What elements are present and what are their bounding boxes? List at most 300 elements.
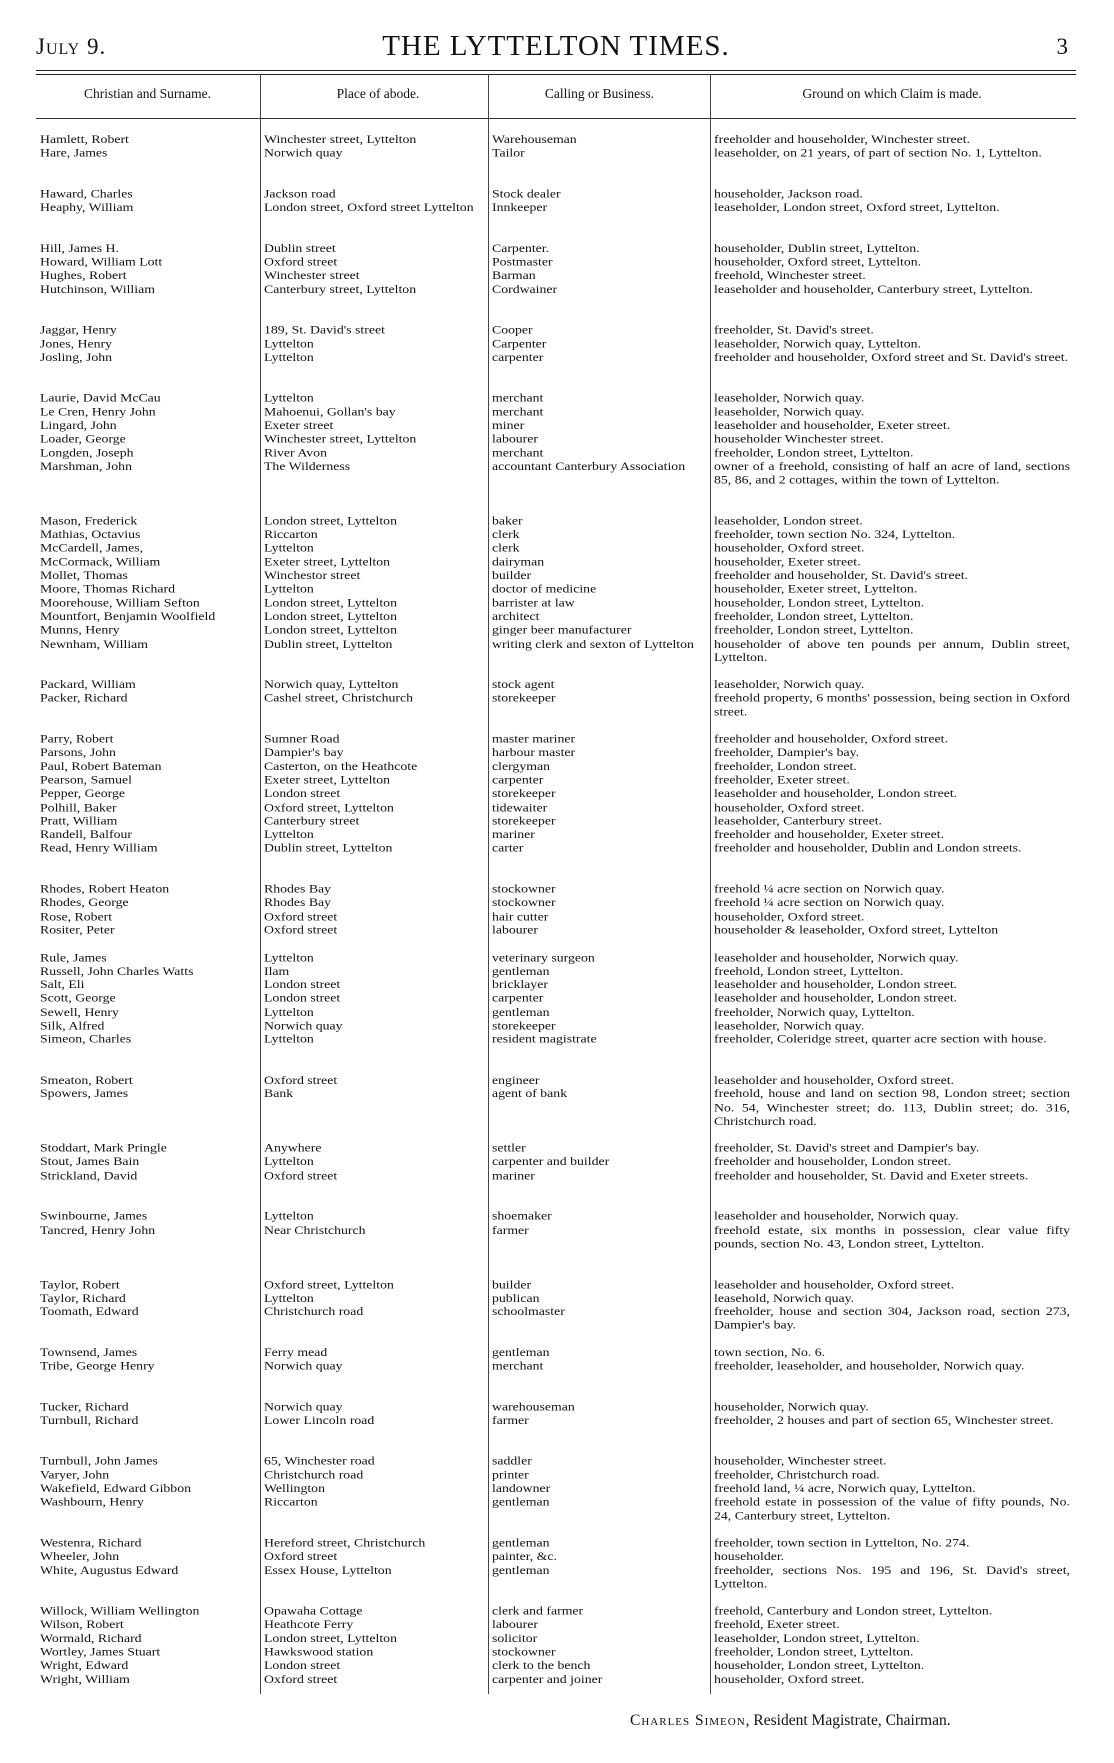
entry-name: Packer, Richard: [40, 691, 128, 705]
entry-abode: Essex House, Lyttelton: [264, 1563, 392, 1577]
entry-name: Turnbull, Richard: [40, 1413, 139, 1427]
entry-name: Munns, Henry: [40, 623, 120, 637]
table-row: [0, 337, 1114, 351]
entry-name: Hamlett, Robert: [40, 133, 129, 146]
table-row: [0, 1223, 1114, 1264]
entry-ground: town section, No. 6.: [714, 1345, 826, 1359]
table-row: [0, 1632, 1114, 1646]
entry-abode: Exeter street, Lyttelton: [264, 555, 391, 568]
entry-calling: gentleman: [492, 1345, 550, 1359]
table-row: [0, 1142, 1114, 1156]
entry-calling: accountant Canterbury Association: [492, 459, 686, 473]
column-header-ground: Ground on which Claim is made.: [802, 86, 982, 101]
entry-name: Varyer, John: [40, 1468, 110, 1481]
entry-ground: freehold land, ¼ acre, Norwich quay, Lyttelton.: [714, 1482, 976, 1495]
entry-calling: dairyman: [492, 555, 545, 568]
entry-group: [0, 514, 1114, 664]
entry-abode: Lyttelton: [264, 391, 314, 405]
table-row: [0, 133, 1114, 147]
entry-ground: freeholder, London street, Lyttelton.: [714, 610, 914, 623]
entry-calling: Innkeeper: [492, 201, 548, 214]
entry-ground: freeholder, house and section 304, Jackson road, section 273, Dampier's bay.: [714, 1305, 1070, 1332]
entry-calling: Cordwainer: [492, 282, 558, 296]
entry-name: Strickland, David: [40, 1169, 138, 1182]
table-row: [0, 978, 1114, 992]
entry-ground: leaseholder, on 21 years, of part of section No. 1, Lyttelton.: [714, 146, 1042, 160]
entry-name: Taylor, Richard: [40, 1291, 126, 1305]
entry-abode: Casterton, on the Heathcote: [264, 759, 418, 773]
entry-ground: freeholder, Coleridge street, quarter acre section with house.: [714, 1032, 1047, 1046]
entry-calling: merchant: [492, 405, 544, 418]
entry-abode: Ferry mead: [264, 1345, 328, 1359]
entry-name: Stoddart, Mark Pringle: [40, 1141, 167, 1155]
entry-ground: freeholder, London street, Lyttelton.: [714, 1645, 914, 1659]
entry-abode: Lyttelton: [264, 950, 314, 964]
entry-calling: labourer: [492, 432, 538, 446]
entry-calling: merchant: [492, 391, 544, 405]
table-row: [0, 992, 1114, 1006]
signature-line: [630, 1712, 951, 1730]
entry-calling: builder: [492, 1277, 532, 1291]
entry-ground: leaseholder and householder, Norwich quay.: [714, 1209, 959, 1223]
entry-group: [0, 1400, 1114, 1441]
entry-ground: householder, London street, Lyttelton.: [714, 1659, 925, 1672]
entry-name: Parry, Robert: [40, 732, 114, 746]
table-row: [0, 896, 1114, 910]
entry-abode: Riccarton: [264, 1495, 318, 1509]
entry-calling: publican: [492, 1291, 540, 1305]
table-row: [0, 692, 1114, 719]
table-row: [0, 1360, 1114, 1387]
entry-abode: Opawaha Cottage: [264, 1604, 363, 1618]
entry-name: Scott, George: [40, 991, 116, 1005]
table-row: [0, 187, 1114, 201]
entry-name: McCormack, William: [40, 555, 161, 568]
entry-calling: Carpenter.: [492, 241, 550, 255]
entry-calling: tidewaiter: [492, 800, 548, 814]
entry-ground: householder, Exeter street, Lyttelton.: [714, 582, 918, 596]
entry-calling: gentleman: [492, 1005, 550, 1019]
entry-ground: householder, Norwich quay.: [714, 1400, 869, 1413]
entry-abode: Canterbury street, Lyttelton: [264, 282, 417, 296]
column-header-rule: [36, 118, 1076, 119]
entry-name: Silk, Alfred: [40, 1019, 105, 1032]
entry-calling: baker: [492, 514, 523, 527]
entry-ground: freeholder, London street, Lyttelton.: [714, 446, 914, 459]
entry-calling: stock agent: [492, 678, 555, 691]
entry-calling: gentleman: [492, 1536, 550, 1550]
entry-abode: London street: [264, 978, 341, 991]
table-row: [0, 746, 1114, 760]
table-row: [0, 1087, 1114, 1128]
table-row: [0, 610, 1114, 624]
entry-name: Wakefield, Edward Gibbon: [40, 1482, 191, 1495]
entry-name: Russell, John Charles Watts: [40, 964, 194, 978]
entry-ground: householder, Dublin street, Lyttelton.: [714, 241, 920, 255]
entry-name: Longden, Joseph: [40, 446, 134, 459]
entry-name: Simeon, Charles: [40, 1032, 132, 1046]
entry-name: Mollet, Thomas: [40, 569, 128, 582]
entry-abode: Oxford street: [264, 1073, 338, 1087]
table-row: [0, 433, 1114, 447]
entry-abode: Oxford street: [264, 1550, 338, 1563]
entry-calling: clerk: [492, 541, 520, 555]
entry-abode: Lyttelton: [264, 582, 314, 596]
entry-ground: leasehold, Norwich quay.: [714, 1291, 855, 1305]
entry-calling: resident magistrate: [492, 1032, 597, 1046]
entry-ground: leaseholder, London street, Oxford street, Lyttelton.: [714, 201, 1000, 214]
entry-abode: Oxford street: [264, 909, 338, 923]
entry-calling: engineer: [492, 1073, 540, 1087]
entry-ground: householder, Jackson road.: [714, 187, 863, 200]
table-row: [0, 528, 1114, 542]
table-row: [0, 583, 1114, 597]
table-row: [0, 1033, 1114, 1060]
table-row: [0, 1414, 1114, 1441]
entry-name: Parsons, John: [40, 746, 116, 759]
table-row: [0, 351, 1114, 378]
entry-name: Washbourn, Henry: [40, 1495, 144, 1509]
entry-name: Wilson, Robert: [40, 1618, 124, 1631]
entry-calling: farmer: [492, 1223, 529, 1237]
table-row: [0, 1278, 1114, 1292]
table-row: [0, 1400, 1114, 1414]
entry-name: Tribe, George Henry: [40, 1359, 155, 1373]
entry-ground: householder, Exeter street.: [714, 555, 861, 568]
table-row: [0, 242, 1114, 256]
entry-ground: leaseholder, Norwich quay.: [714, 391, 865, 405]
entry-calling: warehouseman: [492, 1400, 575, 1413]
table-row: [0, 678, 1114, 692]
entry-calling: veterinary surgeon: [492, 950, 595, 964]
entry-name: Mountfort, Benjamin Woolfield: [40, 610, 216, 623]
table-row: [0, 842, 1114, 869]
entry-name: Pearson, Samuel: [40, 773, 132, 787]
entry-calling: carpenter and builder: [492, 1155, 610, 1168]
entry-ground: leaseholder, London street, Lyttelton.: [714, 1631, 920, 1645]
entry-calling: gentleman: [492, 1563, 550, 1577]
table-row: [0, 1564, 1114, 1591]
entry-ground: leaseholder, Canterbury street.: [714, 814, 883, 828]
entry-name: Hutchinson, William: [40, 282, 155, 296]
table-row: [0, 1455, 1114, 1469]
entry-name: Tancred, Henry John: [40, 1223, 156, 1237]
entry-group: [0, 324, 1114, 379]
entry-abode: Christchurch road: [264, 1305, 364, 1318]
table-row: [0, 201, 1114, 228]
entry-ground: leaseholder and householder, Oxford street.: [714, 1073, 955, 1087]
entry-calling: storekeeper: [492, 787, 556, 800]
entry-name: Stout, James Bain: [40, 1155, 140, 1168]
entry-name: Josling, John: [40, 350, 113, 364]
entry-ground: freeholder, London street, Lyttelton.: [714, 623, 914, 637]
entry-calling: Carpenter: [492, 337, 547, 350]
entry-abode: Near Christchurch: [264, 1223, 366, 1237]
entry-abode: London street, Lyttelton: [264, 610, 397, 623]
entry-name: Tucker, Richard: [40, 1400, 129, 1413]
entry-name: Smeaton, Robert: [40, 1073, 133, 1087]
entry-name: Hughes, Robert: [40, 269, 127, 282]
entry-abode: Cashel street, Christchurch: [264, 691, 414, 705]
table-row: [0, 1292, 1114, 1306]
entry-abode: Oxford street, Lyttelton: [264, 1277, 394, 1291]
entry-name: Wortley, James Stuart: [40, 1645, 161, 1659]
table-row: [0, 269, 1114, 283]
entry-calling: landowner: [492, 1482, 551, 1495]
entry-ground: freehold ¼ acre section on Norwich quay.: [714, 896, 945, 909]
entry-calling: stockowner: [492, 882, 556, 896]
entry-abode: Oxford street, Lyttelton: [264, 800, 394, 814]
entry-ground: leaseholder and householder, London street.: [714, 991, 958, 1005]
entry-name: Polhill, Baker: [40, 800, 117, 814]
entry-abode: London street, Oxford street Lyttelton: [264, 201, 474, 214]
table-row: [0, 1659, 1114, 1673]
column-header-name: Christian and Surname.: [83, 86, 212, 101]
table-row: [0, 1605, 1114, 1619]
entry-ground: freehold, Canterbury and London street, Lyttelton.: [714, 1604, 993, 1618]
entry-abode: 189, St. David's street: [264, 323, 385, 337]
entry-abode: Lyttelton: [264, 1155, 314, 1168]
entry-abode: Dampier's bay: [264, 746, 344, 759]
table-row: [0, 1482, 1114, 1496]
table-row: [0, 569, 1114, 583]
entry-abode: Sumner Road: [264, 732, 340, 746]
entry-ground: leaseholder and householder, Oxford street.: [714, 1277, 955, 1291]
voter-register-table: [0, 133, 1114, 1700]
entry-group: [0, 1278, 1114, 1333]
entry-abode: Anywhere: [264, 1141, 322, 1155]
entry-ground: freeholder and householder, St. David and Exeter streets.: [714, 1169, 1029, 1182]
table-row: [0, 1006, 1114, 1020]
entry-name: Hare, James: [40, 146, 108, 160]
entry-calling: agent of bank: [492, 1087, 568, 1100]
entry-abode: The Wilderness: [264, 459, 351, 473]
entry-ground: leaseholder, Norwich quay, Lyttelton.: [714, 337, 921, 350]
header-rule: [36, 70, 1076, 71]
signatory-title: , Resident Magistrate, Chairman.: [745, 1712, 951, 1729]
entry-name: Laurie, David McCau: [40, 391, 161, 405]
entry-group: [0, 883, 1114, 1061]
entry-ground: freeholder and householder, Dublin and London streets.: [714, 841, 1022, 855]
entry-abode: 65, Winchester road: [264, 1454, 375, 1468]
entry-ground: leaseholder and householder, Exeter street.: [714, 418, 951, 432]
table-row: [0, 1019, 1114, 1033]
entry-calling: Postmaster: [492, 255, 553, 269]
entry-name: Hill, James H.: [40, 241, 119, 255]
entry-abode: London street, Lyttelton: [264, 623, 397, 637]
entry-abode: Heathcote Ferry: [264, 1618, 354, 1631]
entry-ground: freeholder, town section in Lyttelton, No. 274.: [714, 1536, 970, 1550]
table-row: [0, 1346, 1114, 1360]
entry-calling: Warehouseman: [492, 133, 577, 146]
entry-calling: farmer: [492, 1413, 529, 1427]
entry-name: McCardell, James,: [40, 541, 144, 555]
entry-name: Salt, Eli: [40, 978, 85, 991]
entry-group: [0, 1142, 1114, 1197]
entry-calling: builder: [492, 569, 532, 582]
entry-name: Randell, Balfour: [40, 828, 132, 841]
entry-ground: freeholder, Dampier's bay.: [714, 746, 860, 759]
table-row: [0, 1550, 1114, 1564]
signatory-name: Charles Simeon: [630, 1712, 746, 1729]
entry-abode: Rhodes Bay: [264, 882, 332, 896]
entry-ground: householder, London street, Lyttelton.: [714, 596, 925, 609]
entry-calling: carpenter: [492, 991, 544, 1005]
table-row: [0, 555, 1114, 569]
entry-calling: carpenter: [492, 773, 544, 787]
entry-calling: carter: [492, 841, 524, 855]
entry-calling: Cooper: [492, 323, 533, 337]
table-row: [0, 460, 1114, 501]
entry-calling: settler: [492, 1141, 526, 1155]
entry-abode: Lyttelton: [264, 541, 314, 555]
table-row: [0, 773, 1114, 787]
entry-ground: freehold property, 6 months' possession, being section in Oxford street.: [714, 691, 1070, 719]
table-row: [0, 283, 1114, 310]
entry-abode: Canterbury street: [264, 814, 360, 828]
table-row: [0, 760, 1114, 774]
entry-abode: Hereford street, Christchurch: [264, 1536, 426, 1550]
entry-abode: Jackson road: [264, 187, 336, 200]
table-row: [0, 733, 1114, 747]
entry-abode: Dublin street, Lyttelton: [264, 637, 393, 650]
entry-group: [0, 678, 1114, 719]
table-row: [0, 1074, 1114, 1088]
table-row: [0, 1210, 1114, 1224]
entry-ground: freehold, Winchester street.: [714, 269, 866, 282]
entry-abode: Exeter street: [264, 418, 334, 432]
entry-abode: Winchestor street: [264, 569, 361, 582]
table-row: [0, 1468, 1114, 1482]
entry-ground: freeholder, leaseholder, and householder, Norwich quay.: [714, 1359, 1025, 1373]
entry-name: Loader, George: [40, 432, 126, 446]
entry-ground: leaseholder and householder, London street.: [714, 978, 958, 991]
entry-abode: London street: [264, 1659, 341, 1672]
entry-calling: schoolmaster: [492, 1305, 565, 1318]
entry-ground: freeholder, London street.: [714, 759, 857, 773]
table-row: [0, 965, 1114, 979]
table-row: [0, 405, 1114, 419]
entry-name: Pepper, George: [40, 787, 126, 800]
table-row: [0, 787, 1114, 801]
entry-name: Packard, William: [40, 678, 136, 691]
entry-name: Howard, William Lott: [40, 255, 163, 269]
entry-ground: freeholder, St. David's street.: [714, 323, 874, 337]
entry-calling: writing clerk and sexton of Lyttelton: [492, 637, 694, 650]
entry-calling: storekeeper: [492, 814, 556, 828]
entry-calling: clerk to the bench: [492, 1659, 591, 1672]
entry-calling: miner: [492, 418, 525, 432]
entry-name: Jaggar, Henry: [40, 323, 117, 337]
entry-ground: freeholder and householder, Oxford street and St. David's street.: [714, 350, 1069, 364]
entry-group: [0, 133, 1114, 174]
page-number: 3: [1056, 34, 1068, 59]
entry-abode: Lyttelton: [264, 1032, 314, 1046]
entry-name: Lingard, John: [40, 418, 117, 432]
entry-ground: freeholder and householder, Winchester street.: [714, 133, 971, 146]
entry-group: [0, 187, 1114, 228]
entry-calling: storekeeper: [492, 691, 556, 705]
entry-name: Westenra, Richard: [40, 1536, 142, 1550]
entry-abode: Riccarton: [264, 528, 318, 541]
entry-group: [0, 1536, 1114, 1591]
entry-ground: leaseholder and householder, London street.: [714, 787, 958, 800]
entry-calling: Barman: [492, 269, 536, 282]
table-row: [0, 324, 1114, 338]
entry-calling: mariner: [492, 1169, 535, 1182]
entry-abode: Norwich quay: [264, 1359, 343, 1373]
entry-calling: ginger beer manufacturer: [492, 623, 632, 637]
entry-name: Moorehouse, William Sefton: [40, 596, 200, 609]
entry-abode: Lyttelton: [264, 1005, 314, 1019]
entry-name: Toomath, Edward: [40, 1305, 139, 1318]
entry-name: Le Cren, Henry John: [40, 405, 156, 418]
table-row: [0, 1536, 1114, 1550]
table-row: [0, 255, 1114, 269]
entry-calling: Stock dealer: [492, 187, 561, 200]
entry-ground: freehold, house and land on section 98, London street; section No. 54, Winchester street; do. 113, Dublin street; do. 316, Christchurch road.: [714, 1087, 1070, 1128]
table-row: [0, 637, 1114, 664]
entry-abode: Christchurch road: [264, 1468, 364, 1481]
entry-calling: architect: [492, 610, 540, 623]
entry-calling: solicitor: [492, 1631, 538, 1645]
entry-calling: carpenter: [492, 350, 544, 364]
table-row: [0, 147, 1114, 174]
entry-ground: leaseholder and householder, Canterbury street, Lyttelton.: [714, 282, 1033, 296]
entry-abode: Norwich quay: [264, 1019, 343, 1032]
table-row: [0, 596, 1114, 610]
entry-abode: Ilam: [264, 964, 290, 978]
entry-ground: freeholder, 2 houses and part of section 65, Winchester street.: [714, 1413, 1054, 1427]
table-row: [0, 910, 1114, 924]
entry-abode: Norwich quay: [264, 146, 343, 160]
table-row: [0, 951, 1114, 965]
entry-abode: Winchester street: [264, 269, 360, 282]
entry-abode: Hawkswood station: [264, 1645, 374, 1659]
entry-ground: householder, Oxford street.: [714, 909, 865, 923]
entry-ground: freehold estate, six months in possession, clear value fifty pounds, section No. 43, London street, Lyttelton.: [714, 1223, 1070, 1250]
entry-ground: freeholder, town section No. 324, Lyttelton.: [714, 528, 956, 541]
entry-name: Turnbull, John James: [40, 1454, 158, 1468]
entry-abode: Rhodes Bay: [264, 896, 332, 909]
entry-ground: freehold, Exeter street.: [714, 1618, 840, 1631]
table-row: [0, 514, 1114, 528]
entry-ground: freehold estate in possession of the value of fifty pounds, No. 24, Canterbury street, Lyttelton.: [714, 1495, 1070, 1522]
entry-ground: householder of above ten pounds per annum, Dublin street, Lyttelton.: [714, 637, 1070, 664]
entry-ground: householder & leaseholder, Oxford street, Lyttelton: [714, 923, 999, 937]
entry-calling: gentleman: [492, 1495, 550, 1509]
entry-calling: merchant: [492, 1359, 544, 1373]
entry-ground: freeholder and householder, London street.: [714, 1155, 951, 1168]
entry-abode: Mahoenui, Gollan's bay: [264, 405, 396, 418]
entry-calling: printer: [492, 1468, 529, 1481]
table-row: [0, 392, 1114, 406]
entry-ground: freeholder, Christchurch road.: [714, 1468, 880, 1481]
entry-ground: leaseholder, Norwich quay.: [714, 1019, 865, 1032]
entry-name: Swinbourne, James: [40, 1209, 148, 1223]
table-row: [0, 1155, 1114, 1169]
entry-calling: gentleman: [492, 964, 550, 978]
entry-calling: doctor of medicine: [492, 582, 597, 596]
entry-ground: freehold ¼ acre section on Norwich quay.: [714, 882, 945, 896]
entry-ground: householder, Winchester street.: [714, 1454, 887, 1468]
entry-abode: London street, Lyttelton: [264, 1631, 397, 1645]
entry-name: Mason, Frederick: [40, 514, 138, 527]
entry-calling: master mariner: [492, 732, 576, 746]
entry-abode: London street: [264, 787, 341, 800]
entry-ground: owner of a freehold, consisting of half an acre of land, sections 85, 86, and 2 cottages, within the town of Lyttelton.: [714, 459, 1070, 487]
entry-abode: Lyttelton: [264, 1209, 314, 1223]
